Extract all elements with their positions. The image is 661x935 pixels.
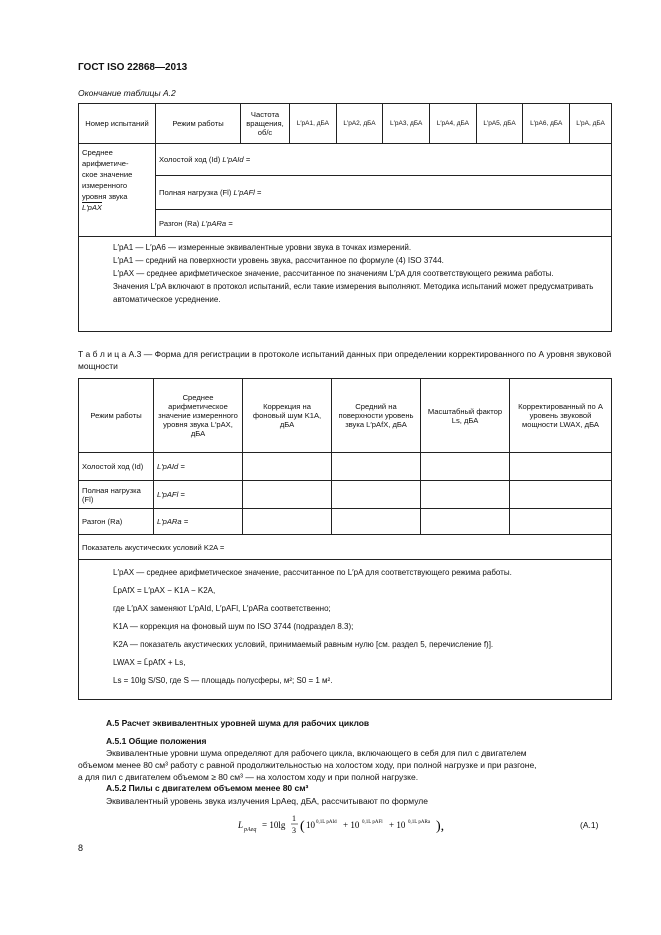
svg-text:0,1L pAFl: 0,1L pAFl [362,820,383,825]
mode-row [156,210,612,237]
paragraph: Эквивалентный уровень звука излучения LpAeq, дБА, рассчитывают по формуле [106,796,428,806]
row-var: L′pAFl = [154,481,243,509]
mode-label: Холостой ход (Id) [159,155,221,164]
svg-text:0,1L pARa: 0,1L pARa [408,820,431,825]
col-header: Коррекция на фоновый шум K1A, дБА [243,379,332,453]
empty-cell [510,481,612,509]
empty-cell [332,481,421,509]
row-mode: Полная нагрузка (Fl) [79,481,154,509]
svg-text:3: 3 [292,826,296,835]
subsection-heading: А.5.1 Общие положения [106,736,207,746]
row-var: L′pARa = [154,509,243,535]
note-line: где L′pAX заменяют L′pAId, L′pAFl, L′pARa соответственно; [113,604,331,613]
col-header: L′pA4, дБА [430,104,477,144]
table-a3-caption: Т а б л и ц а А.3 — Форма для регистрации в протоколе испытаний данных при определении корректированного по А уровня звуковой мощности [78,349,612,371]
note-line: K1A — коррекция на фоновый шум по ISO 3744 (подраздел 8.3); [113,622,354,631]
empty-cell [243,509,332,535]
mode-row [156,144,612,176]
svg-text:+ 10: + 10 [389,820,406,830]
empty-cell [421,509,510,535]
subsection-heading: А.5.2 Пилы с двигателем объемом менее 80 см³ [106,783,309,793]
row-mode: Холостой ход (Id) [79,453,154,481]
empty-cell [510,453,612,481]
col-header: Режим работы [79,379,154,453]
row-label-average [79,144,156,237]
col-header: L′pA2, дБА [336,104,383,144]
col-header: Номер испытаний [79,104,156,144]
row-label-line: Среднее [82,148,113,157]
svg-text:10: 10 [306,820,315,830]
mode-var: L′pAFl = [233,188,262,197]
col-header: Масштабный фактор Ls, дБА [421,379,510,453]
col-header: Режим работы [156,104,241,144]
svg-text:(: ( [300,819,305,834]
empty-cell [421,481,510,509]
row-label-line: арифметиче- [82,159,129,168]
row-label-line: уровня звука [82,192,128,201]
row-mode: Разгон (Ra) [79,509,154,535]
mode-label: Разгон (Ra) [159,218,200,228]
col-header: Средний на поверхности уровень звука L′pAfX, дБА [332,379,421,453]
document-header: ГОСТ ISO 22868—2013 [78,62,188,73]
svg-text:L: L [238,820,244,830]
col-header: Среднее арифметическое значение измеренного уровня звука L′pAX, дБА [154,379,243,453]
empty-cell [243,453,332,481]
col-header: Частота вращения, об/с [241,104,290,144]
svg-text:1: 1 [292,814,296,823]
table-a2 [78,103,612,332]
note-line: Значения L′pA включают в протокол испытаний, если такие измерения выполняют. Методика испытаний может предусматривать автоматическое усреднение. [113,282,594,304]
svg-text:0,1L pAId: 0,1L pAId [316,820,337,825]
table-a3-notes [79,560,612,700]
row-label-line: измеренного [82,181,128,190]
row-var: L′pAId = [154,453,243,481]
note-line: L′pAX — среднее арифметическое значение, рассчитанное по L′pA для соответствующего режима работы. [113,568,512,577]
k2a-row: Показатель акустических условий K2A = [79,535,612,560]
note-line: LWAX = L̄pAfX + Ls, [113,658,186,667]
note-line: Ls = 10lg S/S0, где S — площадь полусферы, м²; S0 = 1 м². [113,676,333,685]
empty-cell [332,509,421,535]
note-line: L′pA1 — L′pA6 — измеренные эквивалентные уровни звука в точках измерений. [113,243,412,252]
note-line: L̄pAfX = L′pAX − K1A − K2A, [113,586,216,595]
col-header: L′pA, дБА [570,104,612,144]
svg-text:= 10lg: = 10lg [262,820,286,830]
note-line: L′pAX — среднее арифметическое значение, рассчитанное по значениям L′pA для соответствующего режима работы. [113,269,554,278]
page-number: 8 [78,843,84,853]
empty-cell [243,481,332,509]
table-a3 [78,378,612,700]
paragraph [78,747,612,783]
svg-text:pAeq: pAeq [244,827,257,833]
svg-text:+ 10: + 10 [343,820,360,830]
empty-cell [332,453,421,481]
section-heading: А.5 Расчет эквивалентных уровней шума для рабочих циклов [106,718,370,728]
empty-cell [421,453,510,481]
note-line: L′pA1 — средний на поверхности уровень звука, рассчитанное по формуле (4) ISO 3744. [113,256,444,265]
mode-label: Полная нагрузка (Fl) [159,188,232,197]
row-label-line: ское значение [82,170,133,179]
mode-var: L′pAId = [222,155,251,164]
formula-number: (А.1) [580,820,599,830]
paragraph-line: объемом менее 80 см³ работу с равной продолжительностью на холостом ходу, при полной нагрузке и при разгоне, [78,760,537,770]
row-label-var: L′pAX [82,203,103,212]
col-header: L′pA1, дБА [290,104,337,144]
note-line: K2A — показатель акустических условий, принимаемый равным нулю [см. раздел 5, перечисление f)]. [113,640,494,649]
svg-text:),: ), [436,819,445,834]
paragraph-line: Эквивалентные уровни шума определяют для рабочего цикла, включающего в себя для пил с двигателем [106,748,527,758]
col-header: L′pA6, дБА [523,104,570,144]
paragraph-line: а для пил с двигателем объемом ≥ 80 см³ — на холостом ходу и при полной нагрузке. [78,772,419,782]
col-header: Корректированный по A уровень звуковой мощности LWAX, дБА [510,379,612,453]
col-header: L′pA5, дБА [476,104,523,144]
table-a2-notes [79,237,612,332]
empty-cell [510,509,612,535]
mode-var: L′pARa = [201,218,233,228]
mode-row [156,176,612,210]
table-a2-caption: Окончание таблицы А.2 [78,88,176,98]
col-header: L′pA3, дБА [383,104,430,144]
formula-a1 [238,810,478,844]
